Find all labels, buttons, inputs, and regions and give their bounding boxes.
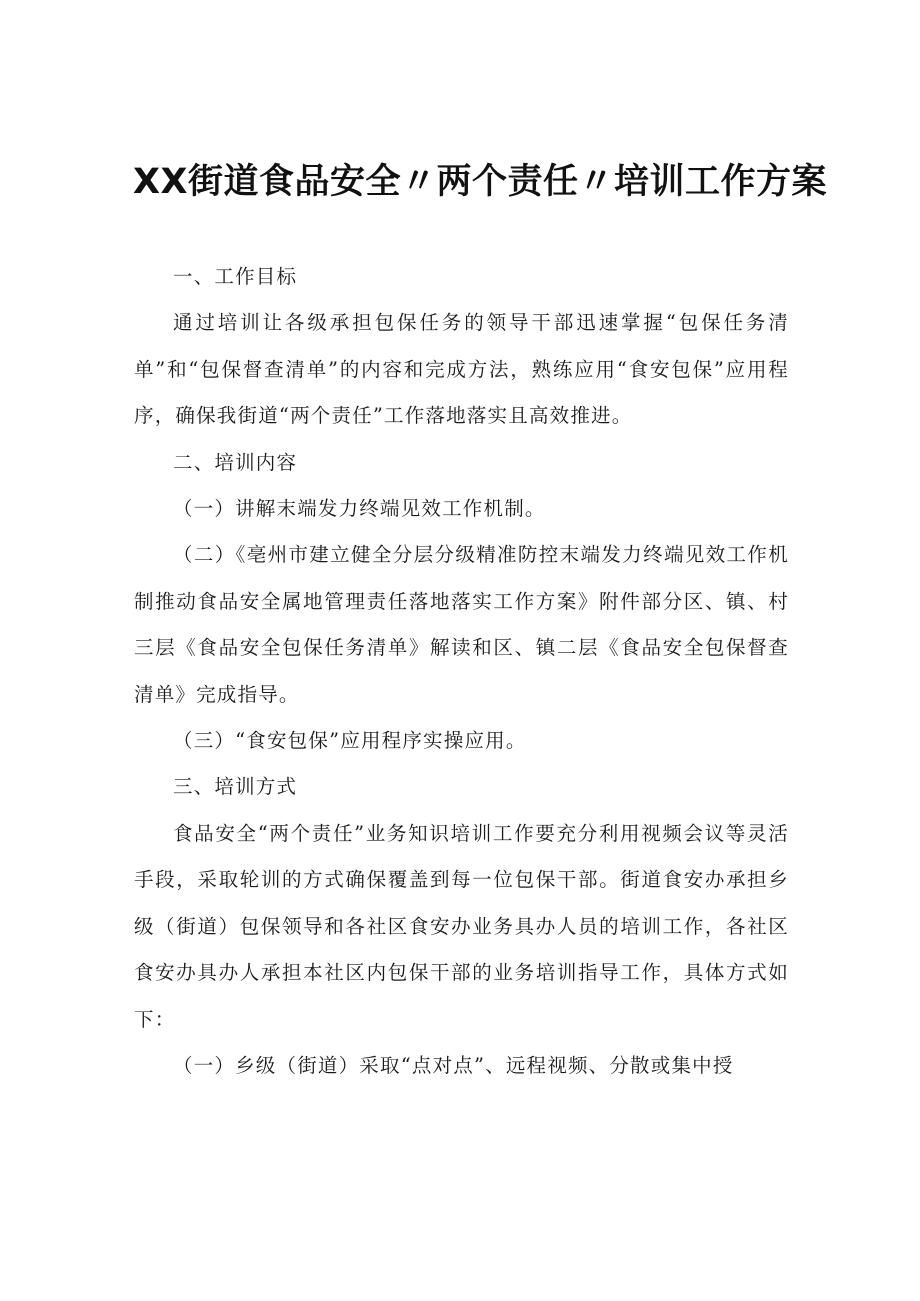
section-heading-content: 二、培训内容: [173, 450, 298, 474]
content-item-3: （三）“食安包保”应用程序实操应用。: [173, 729, 527, 753]
section-heading-goals: 一、工作目标: [173, 265, 298, 288]
content-item-1: （一）讲解末端发力终端见效工作机制。: [173, 497, 546, 521]
paragraph-goals: 通过培训让各级承担包保任务的领导干部迅速掌握“包保任务清单”和“包保督查清单”的内容和完成方法，熟练应用“食安包保”应用程序，确保我街道“两个责任”工作落地落实且高效推进。: [134, 311, 789, 428]
content-item-2: （二）《亳州市建立健全分层分级精准防控末端发力终端见效工作机制推动食品安全属地管理责任落地落实工作方案》附件部分区、镇、村三层《食品安全包保任务清单》解读和区、镇二层《食品安全包保督查清单》完成指导。: [134, 543, 789, 706]
method-item-1: （一）乡级（街道）采取“点对点”、远程视频、分散或集中授: [173, 1053, 734, 1077]
paragraph-method: 食品安全“两个责任”业务知识培训工作要充分利用视频会议等灵活手段，采取轮训的方式确保覆盖到每一位包保干部。街道食安办承担乡级（街道）包保领导和各社区食安办业务具办人员的培训工作，各社区食安办具办人承担本社区内包保干部的业务培训指导工作，具体方式如下：: [134, 821, 789, 1031]
document-title: XX街道食品安全〃两个责任〃培训工作方案: [133, 162, 827, 202]
document-body: [134, 254, 789, 1089]
section-heading-method: 三、培训方式: [173, 775, 298, 799]
